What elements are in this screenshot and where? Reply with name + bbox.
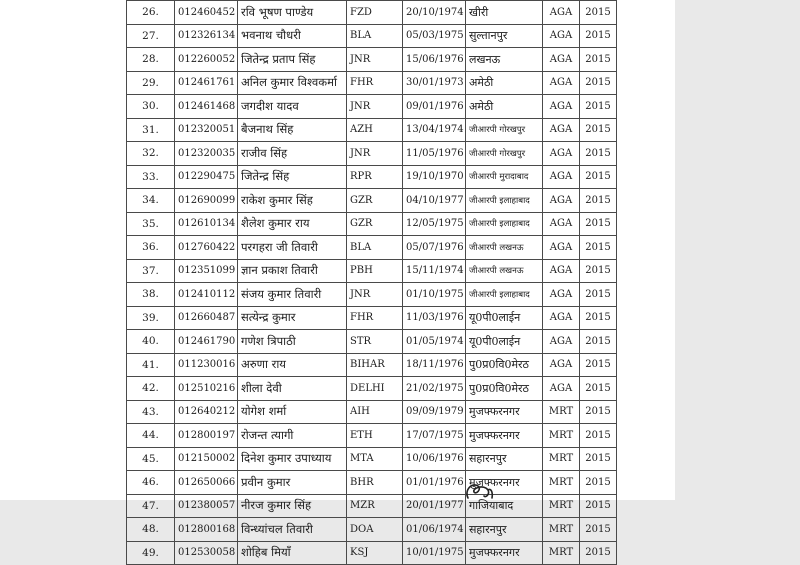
posting-cell: यू0पी0लाईन [466,306,543,330]
date-of-birth-cell: 09/09/1979 [403,400,466,424]
employee-code-cell: 012800197 [175,424,238,448]
group-cell: MRT [543,424,580,448]
year-cell: 2015 [580,541,617,565]
name-cell: राजीव सिंह [238,142,347,166]
serial-number-cell: 43. [127,400,175,424]
employee-code-cell: 012461790 [175,330,238,354]
group-cell: MRT [543,447,580,471]
year-cell: 2015 [580,118,617,142]
serial-number-cell: 35. [127,212,175,236]
year-cell: 2015 [580,494,617,518]
employee-code-cell: 011230016 [175,353,238,377]
name-cell: रोजन्त त्यागी [238,424,347,448]
posting-cell: जीआरपी गोरखपुर [466,142,543,166]
name-cell: प्रवीन कुमार [238,471,347,495]
employee-code-cell: 012290475 [175,165,238,189]
group-cell: AGA [543,142,580,166]
employee-code-cell: 012351099 [175,259,238,283]
table-row [127,48,617,72]
year-cell: 2015 [580,306,617,330]
cadre-cell: FHR [347,71,403,95]
year-cell: 2015 [580,283,617,307]
date-of-birth-cell: 10/06/1976 [403,447,466,471]
posting-cell: यू0पी0लाईन [466,330,543,354]
date-of-birth-cell: 01/01/1976 [403,471,466,495]
signature [462,478,496,500]
table-row [127,165,617,189]
employee-code-cell: 012510216 [175,377,238,401]
table-row [127,306,617,330]
cadre-cell: JNR [347,142,403,166]
name-cell: संजय कुमार तिवारी [238,283,347,307]
table-row [127,330,617,354]
serial-number-cell: 38. [127,283,175,307]
table-row [127,447,617,471]
date-of-birth-cell: 21/02/1975 [403,377,466,401]
serial-number-cell: 42. [127,377,175,401]
table-row [127,377,617,401]
name-cell: भवनाथ चौधरी [238,24,347,48]
year-cell: 2015 [580,71,617,95]
group-cell: AGA [543,1,580,25]
name-cell: परगहरा जी तिवारी [238,236,347,260]
date-of-birth-cell: 20/10/1974 [403,1,466,25]
date-of-birth-cell: 01/05/1974 [403,330,466,354]
employee-code-cell: 012461761 [175,71,238,95]
group-cell: AGA [543,71,580,95]
year-cell: 2015 [580,48,617,72]
table-row [127,541,617,565]
date-of-birth-cell: 18/11/1976 [403,353,466,377]
cadre-cell: ETH [347,424,403,448]
name-cell: राकेश कुमार सिंह [238,189,347,213]
cadre-cell: DOA [347,518,403,542]
table-row [127,259,617,283]
year-cell: 2015 [580,1,617,25]
serial-number-cell: 31. [127,118,175,142]
name-cell: अरुणा राय [238,353,347,377]
date-of-birth-cell: 01/10/1975 [403,283,466,307]
cadre-cell: PBH [347,259,403,283]
date-of-birth-cell: 05/03/1975 [403,24,466,48]
group-cell: AGA [543,95,580,119]
employee-code-cell: 012320051 [175,118,238,142]
serial-number-cell: 45. [127,447,175,471]
posting-cell: लखनऊ [466,48,543,72]
employee-code-cell: 012760422 [175,236,238,260]
serial-number-cell: 34. [127,189,175,213]
posting-cell: जीआरपी गोरखपुर [466,118,543,142]
year-cell: 2015 [580,447,617,471]
group-cell: AGA [543,48,580,72]
serial-number-cell: 48. [127,518,175,542]
name-cell: विन्ध्यांचल तिवारी [238,518,347,542]
serial-number-cell: 40. [127,330,175,354]
name-cell: जितेन्द्र प्रताप सिंह [238,48,347,72]
name-cell: नीरज कुमार सिंह [238,494,347,518]
table-row [127,71,617,95]
table-row [127,518,617,542]
employee-code-cell: 012690099 [175,189,238,213]
date-of-birth-cell: 30/01/1973 [403,71,466,95]
posting-cell: पु0प्र0वि0मेरठ [466,377,543,401]
date-of-birth-cell: 11/05/1976 [403,142,466,166]
posting-cell: जीआरपी इलाहाबाद [466,212,543,236]
name-cell: जितेन्द्र सिंह [238,165,347,189]
viewer-background [675,0,800,500]
year-cell: 2015 [580,165,617,189]
name-cell: ज्ञान प्रकाश तिवारी [238,259,347,283]
employee-code-cell: 012260052 [175,48,238,72]
year-cell: 2015 [580,95,617,119]
posting-cell: खीरी [466,1,543,25]
group-cell: MRT [543,471,580,495]
employee-code-cell: 012460452 [175,1,238,25]
date-of-birth-cell: 12/05/1975 [403,212,466,236]
group-cell: AGA [543,377,580,401]
serial-number-cell: 39. [127,306,175,330]
cadre-cell: DELHI [347,377,403,401]
posting-cell: गाजियाबाद [466,494,543,518]
cadre-cell: BLA [347,236,403,260]
employee-code-cell: 012461468 [175,95,238,119]
serial-number-cell: 33. [127,165,175,189]
employee-code-cell: 012660487 [175,306,238,330]
group-cell: AGA [543,24,580,48]
posting-cell: मुजफ्फरनगर [466,424,543,448]
posting-cell: जीआरपी इलाहाबाद [466,189,543,213]
cadre-cell: MZR [347,494,403,518]
year-cell: 2015 [580,424,617,448]
date-of-birth-cell: 10/01/1975 [403,541,466,565]
date-of-birth-cell: 01/06/1974 [403,518,466,542]
name-cell: दिनेश कुमार उपाध्याय [238,447,347,471]
date-of-birth-cell: 19/10/1970 [403,165,466,189]
posting-cell: जीआरपी लखनऊ [466,236,543,260]
year-cell: 2015 [580,518,617,542]
cadre-cell: KSJ [347,541,403,565]
year-cell: 2015 [580,471,617,495]
serial-number-cell: 27. [127,24,175,48]
employee-code-cell: 012410112 [175,283,238,307]
serial-number-cell: 26. [127,1,175,25]
date-of-birth-cell: 04/10/1977 [403,189,466,213]
employee-code-cell: 012800168 [175,518,238,542]
year-cell: 2015 [580,330,617,354]
year-cell: 2015 [580,236,617,260]
year-cell: 2015 [580,353,617,377]
cadre-cell: GZR [347,212,403,236]
cadre-cell: STR [347,330,403,354]
employee-code-cell: 012530058 [175,541,238,565]
cadre-cell: GZR [347,189,403,213]
year-cell: 2015 [580,24,617,48]
table-row [127,1,617,25]
serial-number-cell: 49. [127,541,175,565]
group-cell: AGA [543,189,580,213]
cadre-cell: RPR [347,165,403,189]
group-cell: AGA [543,165,580,189]
cadre-cell: BHR [347,471,403,495]
cadre-cell: JNR [347,48,403,72]
posting-cell: जीआरपी इलाहाबाद [466,283,543,307]
name-cell: जगदीश यादव [238,95,347,119]
serial-number-cell: 28. [127,48,175,72]
posting-cell: सहारनपुर [466,518,543,542]
employee-code-cell: 012650066 [175,471,238,495]
name-cell: सत्येन्द्र कुमार [238,306,347,330]
group-cell: AGA [543,353,580,377]
name-cell: योगेश शर्मा [238,400,347,424]
posting-cell: मुजफ्फरनगर [466,400,543,424]
group-cell: AGA [543,283,580,307]
year-cell: 2015 [580,189,617,213]
cadre-cell: AIH [347,400,403,424]
employee-code-cell: 012326134 [175,24,238,48]
table-row [127,283,617,307]
employee-code-cell: 012150002 [175,447,238,471]
date-of-birth-cell: 17/07/1975 [403,424,466,448]
table-row [127,353,617,377]
employee-code-cell: 012610134 [175,212,238,236]
name-cell: रवि भूषण पाण्डेय [238,1,347,25]
table-row [127,236,617,260]
table-row [127,142,617,166]
name-cell: अनिल कुमार विश्वकर्मा [238,71,347,95]
posting-cell: मुजफ्फरनगर [466,541,543,565]
year-cell: 2015 [580,142,617,166]
cadre-cell: FHR [347,306,403,330]
table-row [127,400,617,424]
table-row [127,212,617,236]
name-cell: शैलेश कुमार राय [238,212,347,236]
employee-code-cell: 012320035 [175,142,238,166]
table-row [127,424,617,448]
cadre-cell: AZH [347,118,403,142]
employee-code-cell: 012640212 [175,400,238,424]
name-cell: शोहिब मियाँ [238,541,347,565]
table-row [127,118,617,142]
serial-number-cell: 36. [127,236,175,260]
posting-cell: मुजफ्फरनगर [466,471,543,495]
date-of-birth-cell: 15/11/1974 [403,259,466,283]
date-of-birth-cell: 05/07/1976 [403,236,466,260]
employee-code-cell: 012380057 [175,494,238,518]
date-of-birth-cell: 11/03/1976 [403,306,466,330]
date-of-birth-cell: 13/04/1974 [403,118,466,142]
serial-number-cell: 30. [127,95,175,119]
group-cell: AGA [543,306,580,330]
name-cell: गणेश त्रिपाठी [238,330,347,354]
serial-number-cell: 44. [127,424,175,448]
group-cell: AGA [543,212,580,236]
cadre-cell: FZD [347,1,403,25]
year-cell: 2015 [580,259,617,283]
posting-cell: सुल्तानपुर [466,24,543,48]
serial-number-cell: 46. [127,471,175,495]
posting-cell: अमेठी [466,95,543,119]
year-cell: 2015 [580,212,617,236]
posting-cell: जीआरपी लखनऊ [466,259,543,283]
serial-number-cell: 37. [127,259,175,283]
posting-cell: सहारनपुर [466,447,543,471]
cadre-cell: BIHAR [347,353,403,377]
table-row [127,189,617,213]
table-row [127,471,617,495]
group-cell: AGA [543,259,580,283]
group-cell: AGA [543,236,580,260]
serial-number-cell: 32. [127,142,175,166]
serial-number-cell: 47. [127,494,175,518]
posting-cell: जीआरपी मुरादाबाद [466,165,543,189]
group-cell: MRT [543,518,580,542]
date-of-birth-cell: 20/01/1977 [403,494,466,518]
table-body [127,1,617,565]
date-of-birth-cell: 09/01/1976 [403,95,466,119]
year-cell: 2015 [580,400,617,424]
date-of-birth-cell: 15/06/1976 [403,48,466,72]
group-cell: AGA [543,118,580,142]
posting-cell: अमेठी [466,71,543,95]
serial-number-cell: 29. [127,71,175,95]
group-cell: MRT [543,494,580,518]
table-row [127,24,617,48]
name-cell: बैजनाथ सिंह [238,118,347,142]
cadre-cell: JNR [347,283,403,307]
name-cell: शीला देवी [238,377,347,401]
group-cell: AGA [543,330,580,354]
serial-number-cell: 41. [127,353,175,377]
cadre-cell: MTA [347,447,403,471]
cadre-cell: BLA [347,24,403,48]
group-cell: MRT [543,541,580,565]
year-cell: 2015 [580,377,617,401]
group-cell: MRT [543,400,580,424]
posting-cell: पु0प्र0वि0मेरठ [466,353,543,377]
cadre-cell: JNR [347,95,403,119]
table-row [127,494,617,518]
personnel-table [126,0,617,565]
table-row [127,95,617,119]
